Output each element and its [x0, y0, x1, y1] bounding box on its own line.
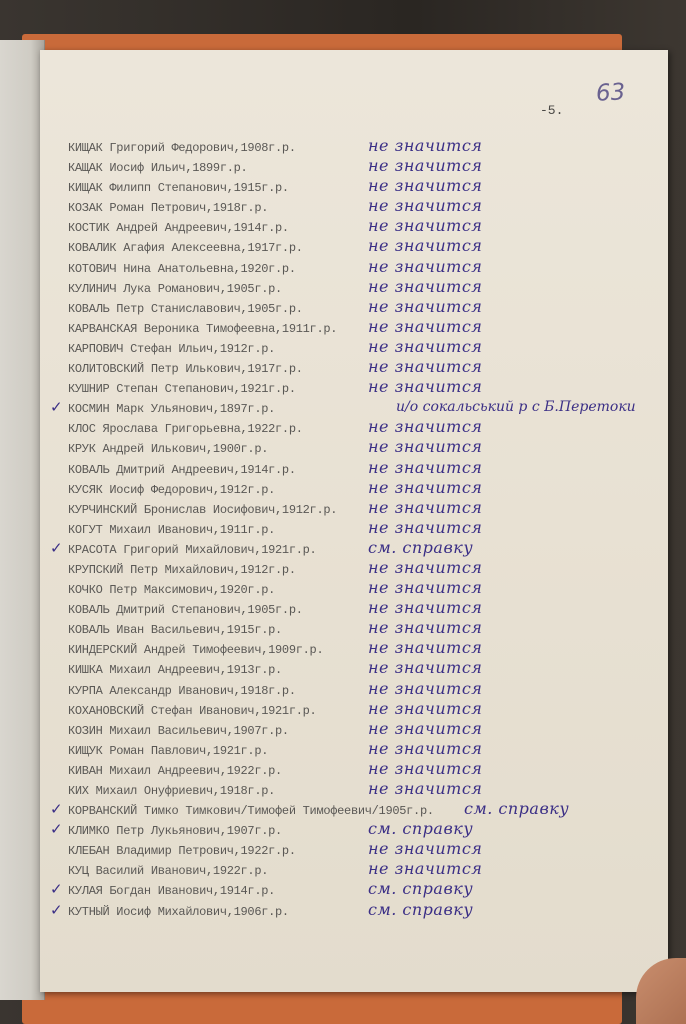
typed-entry: КОВАЛИК Агафия Алексеевна,1917г.р. [68, 241, 303, 256]
handwritten-note: не значится [368, 276, 483, 296]
typed-entry: КОГУТ Михаил Иванович,1911г.р. [68, 522, 276, 537]
handwritten-note: не значится [368, 316, 483, 336]
typed-entry: КРАСОТА Григорий Михайлович,1921г.р. [68, 542, 317, 557]
handwritten-note: не значится [368, 156, 483, 176]
handwritten-note: не значится [368, 557, 483, 577]
list-row [44, 839, 684, 863]
list-row [44, 718, 684, 743]
handwritten-note: см. справку [368, 879, 474, 899]
handwritten-note: не значится [368, 698, 483, 718]
typed-entry: КОХАНОВСКИЙ Стефан Иванович,1921г.р. [68, 703, 317, 718]
typed-entry: КИЩАК Филипп Степанович,1915г.р. [68, 181, 289, 196]
list-row [44, 477, 684, 502]
handwritten-note: не значится [368, 598, 483, 618]
list-row [44, 357, 684, 381]
list-row [44, 859, 684, 883]
list-row [44, 196, 684, 220]
handwritten-note: не значится [368, 497, 483, 517]
handwritten-note: не значится [368, 638, 483, 658]
typed-entry: КУШНИР Степан Степанович,1921г.р. [68, 382, 296, 397]
checkmark-icon: ✓ [50, 800, 63, 819]
list-row [44, 799, 684, 823]
handwritten-note: не значится [368, 658, 483, 678]
list-row [44, 517, 684, 542]
typed-entry: КИЩУК Роман Павлович,1921г.р. [68, 743, 269, 758]
handwritten-note: не значится [368, 758, 483, 778]
typed-entry: КИХ Михаил Онуфриевич,1918г.р. [68, 784, 276, 798]
list-row [44, 316, 684, 341]
handwritten-note: не значится [368, 618, 483, 638]
typed-entry: КУРЧИНСКИЙ Бронислав Иосифович,1912г.р. [68, 502, 338, 517]
handwritten-note: не значится [368, 256, 483, 276]
handwritten-note: не значится [368, 839, 483, 859]
typed-entry: КИШКА Михаил Андреевич,1913г.р. [68, 663, 282, 678]
page-number: -5. [540, 103, 564, 118]
list-row [44, 236, 684, 260]
typed-entry: КОВАЛЬ Дмитрий Андреевич,1914г.р. [68, 462, 296, 477]
typed-entry: КОЧКО Петр Максимович,1920г.р. [68, 583, 276, 598]
handwritten-note: не значится [368, 176, 483, 196]
list-row [44, 497, 684, 522]
list-row [44, 457, 684, 482]
list-row [44, 658, 684, 682]
handwritten-note: не значится [368, 136, 483, 155]
typed-entry: КУТНЫЙ Иосиф Михайлович,1906г.р. [68, 904, 289, 919]
folio-number: 63 [595, 79, 626, 107]
typed-entry: КЛЕБАН Владимир Петрович,1922г.р. [68, 844, 296, 859]
handwritten-note: не значится [368, 457, 483, 477]
checkmark-icon: ✓ [50, 538, 63, 557]
list-row [44, 638, 684, 662]
handwritten-note: не значится [368, 578, 483, 598]
typed-entry: КЛИМКО Петр Лукьянович,1907г.р. [68, 824, 282, 839]
list-row [44, 779, 684, 803]
typed-entry: КИВАН Михаил Андреевич,1922г.р. [68, 763, 282, 778]
typed-entry: КУЛАЯ Богдан Иванович,1914г.р. [68, 884, 276, 899]
list-row [44, 698, 684, 723]
handwritten-note: не значится [368, 216, 483, 236]
typed-entry: КУРПА Александр Иванович,1918г.р. [68, 683, 296, 698]
typed-entry: КИЩАК Григорий Федорович,1908г.р. [68, 141, 296, 155]
list-row [44, 296, 684, 321]
list-row [44, 678, 684, 703]
checkmark-icon: ✓ [50, 900, 63, 919]
typed-entry: КЛОС Ярослава Григорьевна,1922г.р. [68, 422, 303, 437]
list-row [44, 398, 684, 421]
checkmark-icon: ✓ [50, 820, 63, 839]
handwritten-note: не значится [368, 196, 483, 216]
typed-entry: КОСТИК Андрей Андреевич,1914г.р. [68, 221, 289, 236]
list-row [44, 738, 684, 763]
list-row [44, 156, 684, 180]
handwritten-note: не значится [368, 859, 483, 879]
list-row [44, 136, 684, 160]
left-page-edge [0, 40, 45, 1000]
handwritten-note: не значится [368, 417, 483, 437]
typed-entry: КИНДЕРСКИЙ Андрей Тимофеевич,1909г.р. [68, 643, 324, 658]
list-row [44, 758, 684, 783]
list-row [44, 256, 684, 281]
typed-entry: КОВАЛЬ Дмитрий Степанович,1905г.р. [68, 603, 303, 618]
list-row [44, 578, 684, 602]
typed-entry: КАРПОВИЧ Стефан Ильич,1912г.р. [68, 341, 276, 356]
typed-entry: КАЩАК Иосиф Ильич,1899г.р. [68, 161, 248, 176]
handwritten-note: не значится [368, 517, 483, 537]
typed-entry: КОСМИН Марк Ульянович,1897г.р. [68, 402, 276, 417]
typed-entry: КОВАЛЬ Иван Васильевич,1915г.р. [68, 623, 282, 638]
typed-entry: КОРВАНСКИЙ Тимко Тимкович/Тимофей Тимофеевич/1905г.р. [68, 804, 434, 819]
typed-entry: КРУК Андрей Илькович,1900г.р. [68, 442, 269, 457]
typed-entry: КРУПСКИЙ Петр Михайлович,1912г.р. [68, 562, 296, 577]
list-row [44, 557, 684, 582]
handwritten-note: не значится [368, 678, 483, 698]
typed-entry: КОВАЛЬ Петр Станиславович,1905г.р. [68, 301, 303, 316]
list-row [44, 216, 684, 240]
list-row [44, 417, 684, 441]
name-list [44, 136, 684, 924]
list-row [44, 598, 684, 622]
checkmark-icon: ✓ [50, 880, 63, 899]
typed-entry: КОТОВИЧ Нина Анатольевна,1920г.р. [68, 261, 296, 276]
handwritten-note: не значится [368, 718, 483, 738]
typed-entry: КОЗАК Роман Петрович,1918г.р. [68, 201, 269, 216]
list-row [44, 899, 684, 924]
list-row [44, 819, 684, 843]
list-row [44, 336, 684, 361]
list-row [44, 437, 684, 461]
handwritten-note: не значится [368, 779, 483, 798]
typed-entry: КАРВАНСКАЯ Вероника Тимофеевна,1911г.р. [68, 321, 338, 336]
handwritten-note: не значится [368, 738, 483, 758]
handwritten-note: не значится [368, 236, 483, 256]
typed-entry: КОЗИН Михаил Васильевич,1907г.р. [68, 723, 289, 738]
handwritten-note: см. справку [368, 899, 474, 919]
handwritten-note: не значится [368, 336, 483, 356]
list-row [44, 276, 684, 301]
handwritten-note: см. справку [368, 537, 474, 557]
typed-entry: КУСЯК Иосиф Федорович,1912г.р. [68, 482, 276, 497]
handwritten-note: и/о сокальський р с Б.Перетоки [396, 399, 636, 416]
typed-entry: КУЦ Василий Иванович,1922г.р. [68, 864, 269, 879]
handwritten-note: не значится [368, 357, 483, 377]
handwritten-note: не значится [368, 477, 483, 497]
typed-entry: КОЛИТОВСКИЙ Петр Илькович,1917г.р. [68, 362, 303, 377]
handwritten-note: не значится [368, 437, 483, 457]
handwritten-note: не значится [368, 296, 483, 316]
typed-entry: КУЛИНИЧ Лука Романович,1905г.р. [68, 281, 282, 296]
handwritten-note: см. справку [368, 819, 474, 839]
handwritten-note: см. справку [464, 799, 570, 819]
list-row [44, 618, 684, 642]
list-row [44, 176, 684, 200]
list-row [44, 879, 684, 903]
handwritten-note: не значится [368, 377, 483, 397]
checkmark-icon: ✓ [50, 398, 63, 417]
list-row [44, 537, 684, 562]
